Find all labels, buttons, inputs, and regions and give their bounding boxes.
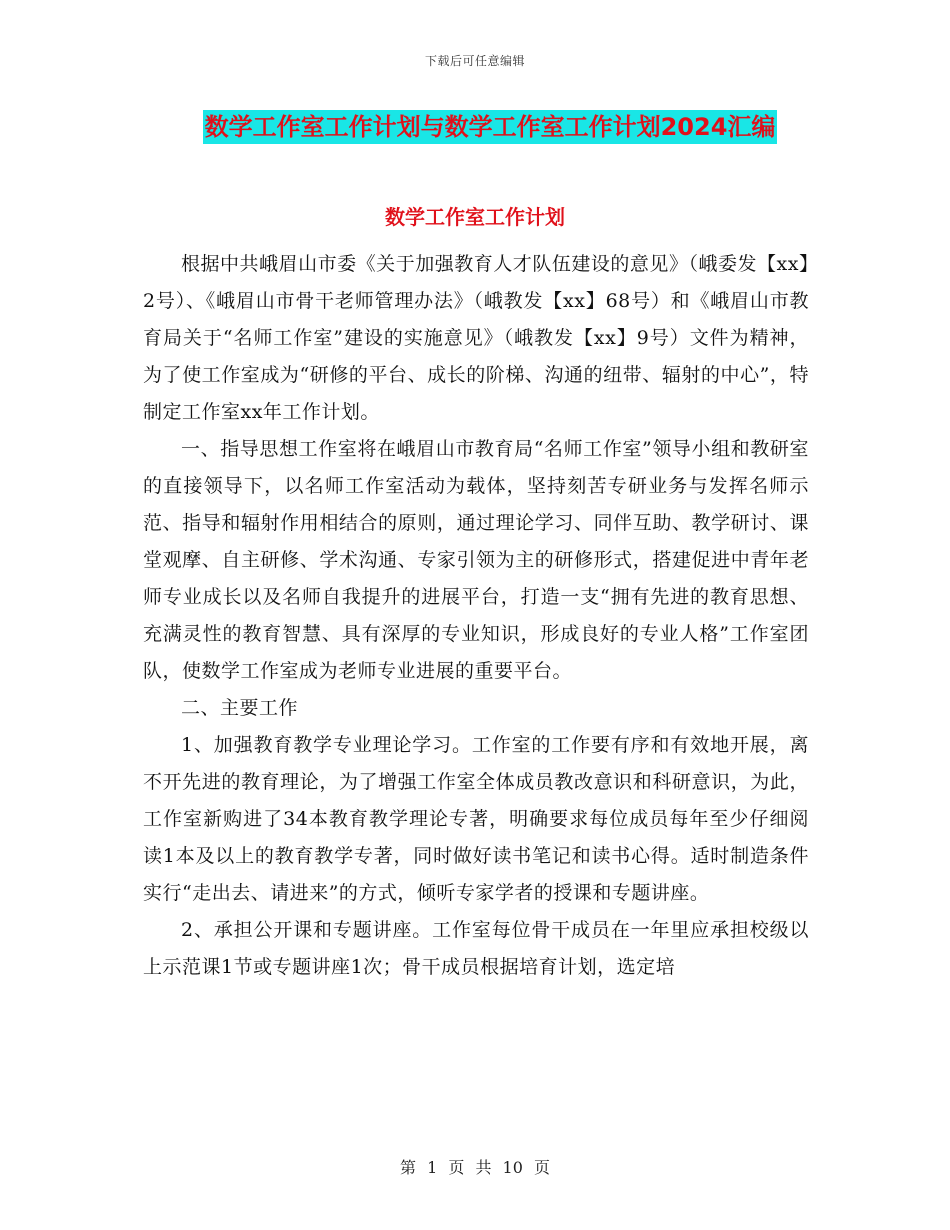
paragraph-theory-study: 1、加强教育教学专业理论学习。工作室的工作要有序和有效地开展，离不开先进的教育理论，为了增强工作室全体成员教改意识和科研意识，为此，工作室新购进了34本教育教学理论专著，明确要求每位成员每年至少仔细阅读1本及以上的教育教学专著，同时做好读书笔记和读书心得。适时制造条件实行“走出去、请进来”的方式，倾听专家学者的授课和专题讲座。 bbox=[143, 734, 809, 904]
main-title: 数学工作室工作计划与数学工作室工作计划2024汇编 bbox=[203, 110, 778, 144]
document-body bbox=[143, 246, 809, 986]
paragraph-main-work-heading: 二、主要工作 bbox=[181, 697, 299, 719]
paragraph-open-classes: 2、承担公开课和专题讲座。工作室每位骨干成员在一年里应承担校级以上示范课1节或专题讲座1次；骨干成员根据培育计划，选定培 bbox=[143, 919, 809, 978]
main-title-container bbox=[0, 110, 950, 144]
page-number-footer: 第 1 页 共 10 页 bbox=[400, 1158, 550, 1177]
section-title: 数学工作室工作计划 bbox=[385, 205, 565, 229]
page-header-note: 下载后可任意编辑 bbox=[424, 54, 525, 68]
paragraph-guiding-ideology: 一、指导思想工作室将在峨眉山市教育局“名师工作室”领导小组和教研室的直接领导下，以名师工作室活动为载体，坚持刻苦专研业务与发挥名师示范、指导和辐射作用相结合的原则，通过理论学习、同伴互助、教学研讨、课堂观摩、自主研修、学术沟通、专家引领为主的研修形式，搭建促进中青年老师专业成长以及名师自我提升的进展平台，打造一支“拥有先进的教育思想、充满灵性的教育智慧、具有深厚的专业知识，形成良好的专业人格”工作室团队，使数学工作室成为老师专业进展的重要平台。 bbox=[143, 438, 809, 682]
paragraph-intro: 根据中共峨眉山市委《关于加强教育人才队伍建设的意见》（峨委发【xx】2号）、《峨眉山市骨干老师管理办法》（峨教发【xx】68号）和《峨眉山市教育局关于“名师工作室”建设的实施意见》（峨教发【xx】9号）文件为精神，为了使工作室成为“研修的平台、成长的阶梯、沟通的纽带、辐射的中心”，特制定工作室xx年工作计划。 bbox=[143, 253, 809, 423]
